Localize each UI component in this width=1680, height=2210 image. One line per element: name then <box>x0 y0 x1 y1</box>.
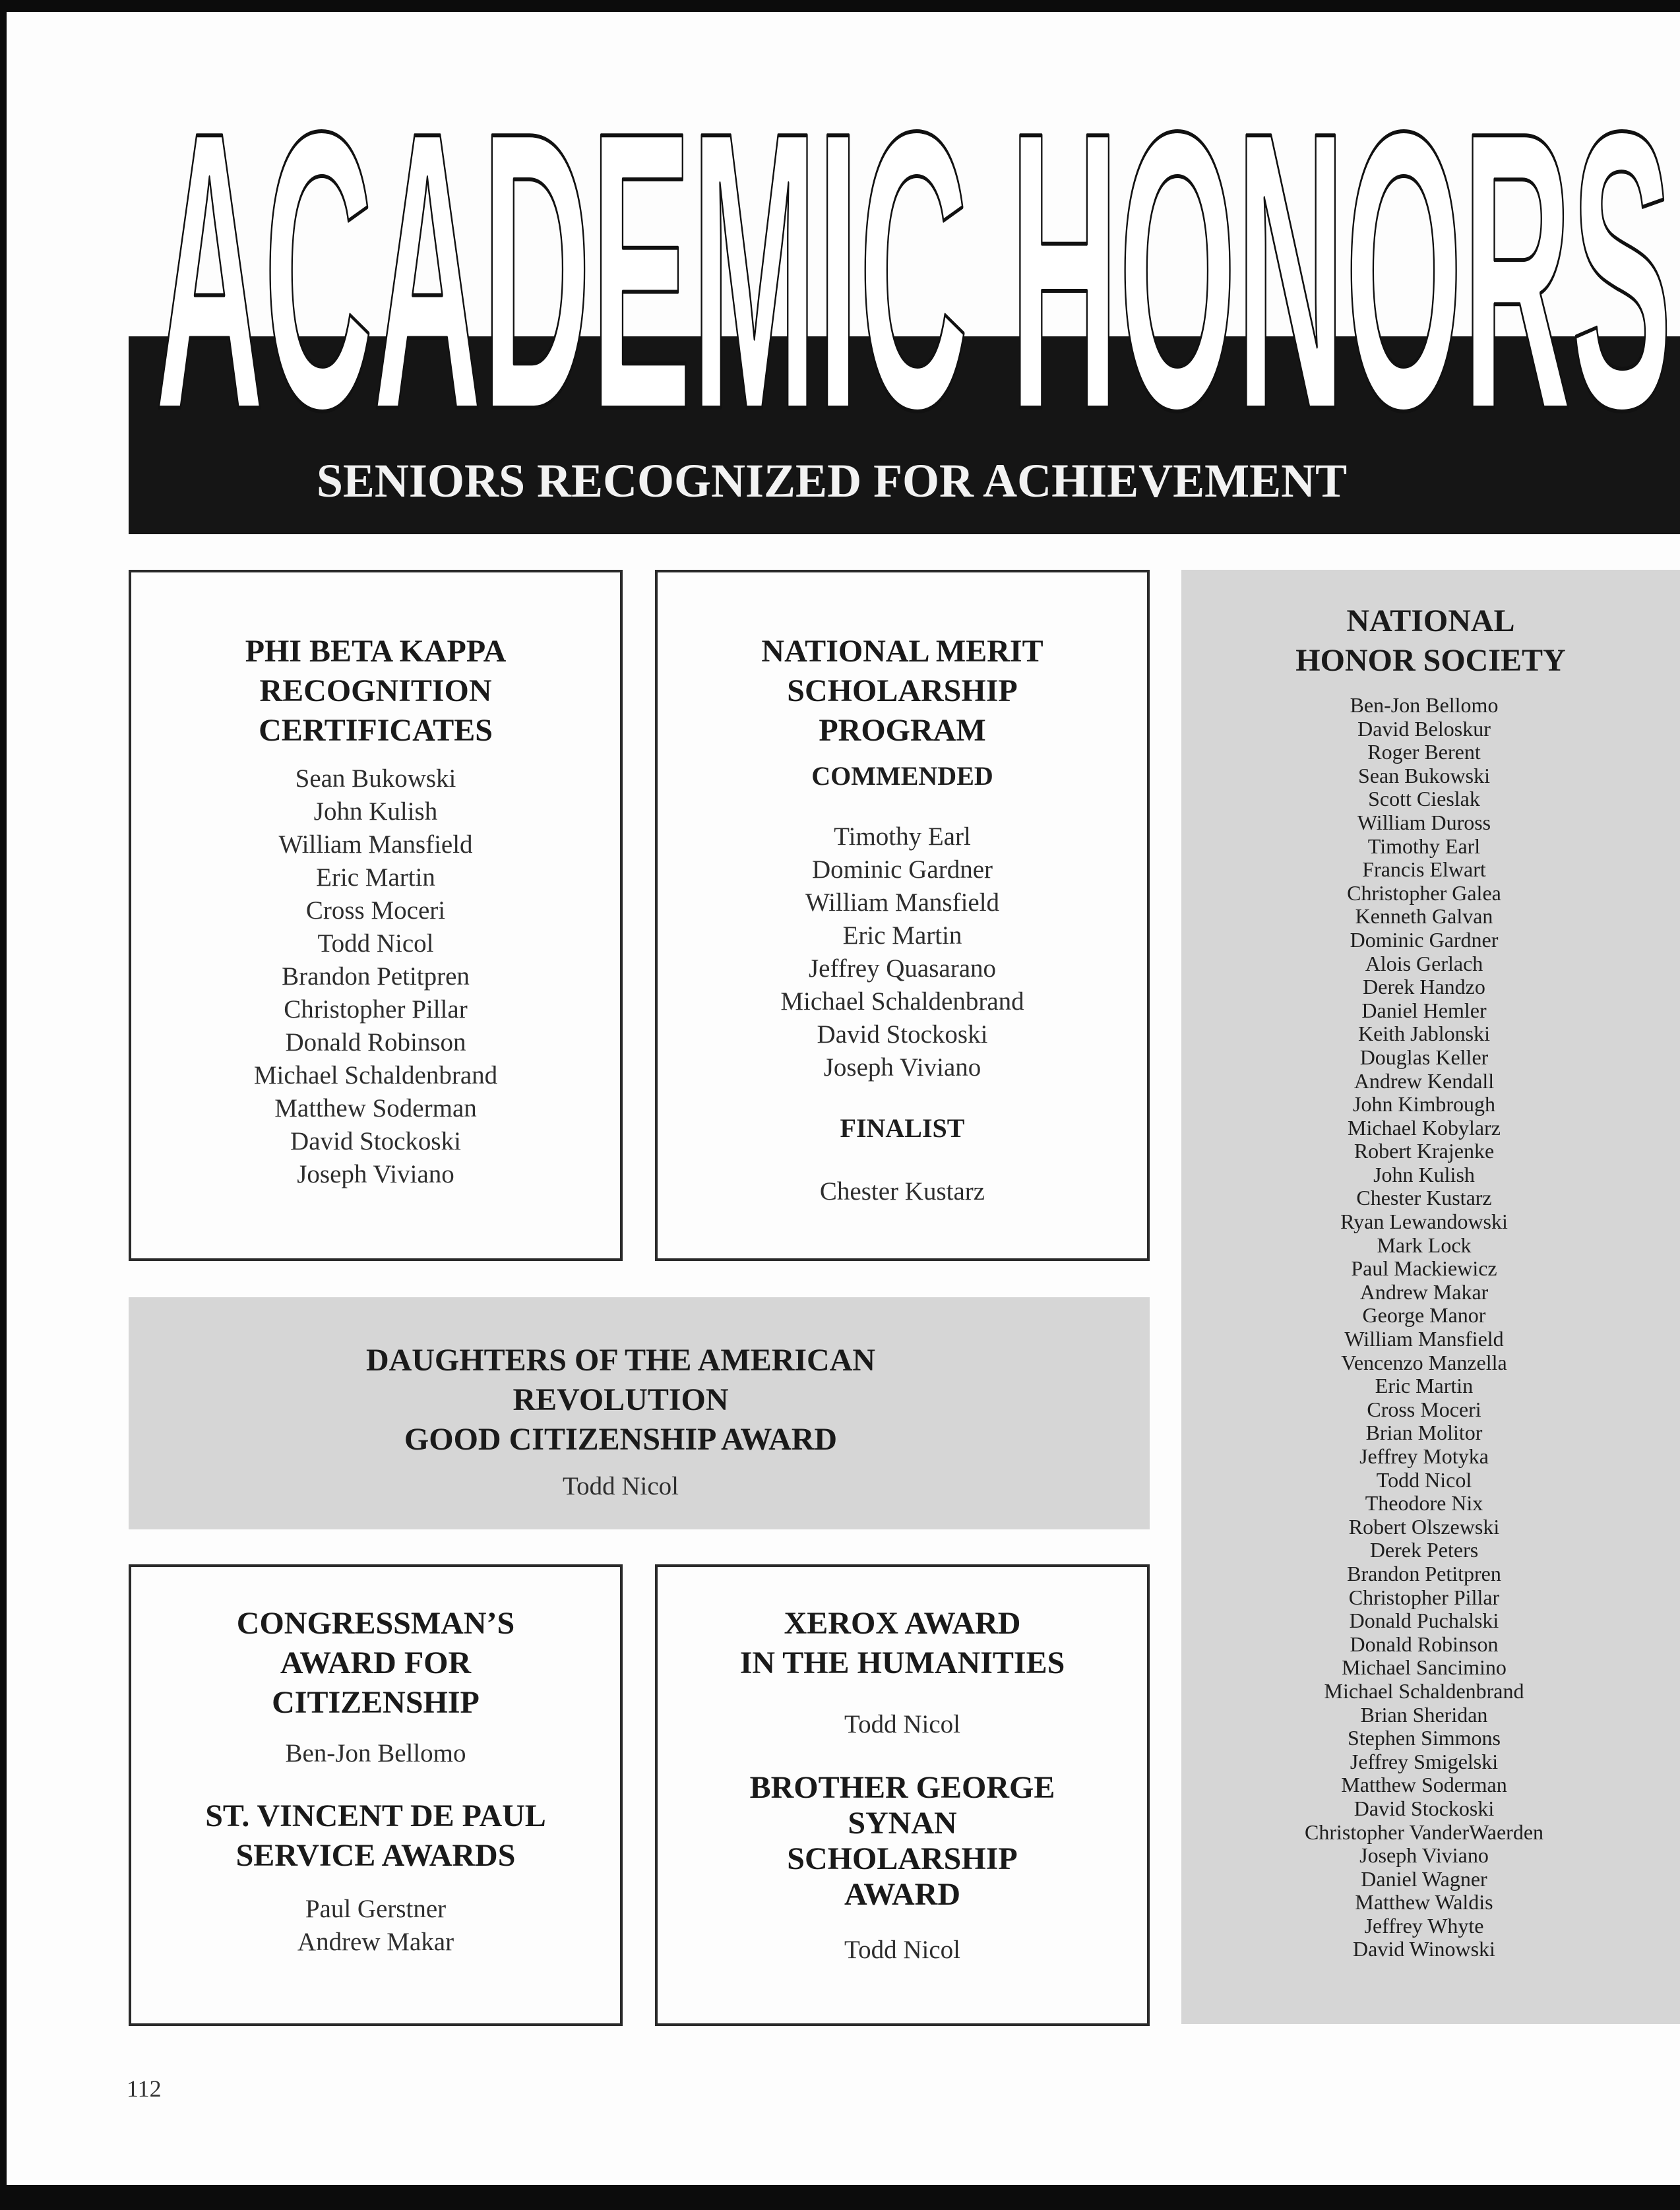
list-item: George Manor <box>1362 1303 1486 1328</box>
list-item: Jeffrey Smigelski <box>1350 1749 1499 1773</box>
list-item: Andrew Kendall <box>1353 1068 1495 1093</box>
list-item: Robert Krajenke <box>1353 1139 1495 1163</box>
list-item: Roger Berent <box>1367 740 1481 764</box>
xerox-title: XEROX AWARD IN THE HUMANITIES <box>739 1606 1065 1680</box>
dar-award-panel <box>129 1297 1150 1529</box>
list-item: Vencenzo Manzella <box>1341 1350 1507 1374</box>
svg-text:ACADEMIC HONORS: ACADEMIC HONORS <box>155 50 1672 492</box>
page-number: 112 <box>127 2075 162 2102</box>
phi-beta-kappa-title: PHI BETA KAPPA RECOGNITION CERTIFICATES <box>245 634 507 748</box>
list-item: David Stockoski <box>817 1020 988 1049</box>
dar-name: Todd Nicol <box>563 1472 679 1500</box>
list-item: Derek Handzo <box>1363 975 1485 999</box>
list-item: Joseph Viviano <box>823 1053 981 1082</box>
list-item: Kenneth Galvan <box>1355 904 1493 929</box>
national-honor-society-panel <box>1181 570 1680 2024</box>
list-item: Derek Peters <box>1369 1538 1479 1562</box>
list-item: Eric Martin <box>316 863 435 892</box>
list-item: Ryan Lewandowski <box>1340 1210 1508 1234</box>
list-item: Donald Robinson <box>1350 1632 1499 1656</box>
list-item: Dominic Gardner <box>812 855 993 884</box>
list-item: Christopher Pillar <box>284 995 468 1024</box>
synan-name: Todd Nicol <box>844 1936 960 1964</box>
list-item: Alois Gerlach <box>1365 951 1483 975</box>
list-item: Daniel Wagner <box>1361 1866 1487 1891</box>
list-item: Keith Jablonski <box>1358 1022 1490 1046</box>
list-item: Todd Nicol <box>317 929 434 958</box>
list-item: Michael Schaldenbrand <box>253 1061 498 1090</box>
list-item: William Duross <box>1357 810 1491 834</box>
list-item: Paul Mackiewicz <box>1351 1256 1497 1281</box>
list-item: Sean Bukowski <box>295 764 456 793</box>
list-item: Robert Olszewski <box>1348 1514 1500 1539</box>
list-item: Brian Molitor <box>1365 1421 1483 1445</box>
list-item: Eric Martin <box>1375 1374 1474 1398</box>
list-item: Christopher Galea <box>1347 880 1501 905</box>
nhs-title: NATIONAL HONOR SOCIETY <box>1295 603 1566 678</box>
list-item: David Stockoski <box>290 1127 461 1155</box>
list-item: Stephen Simmons <box>1347 1726 1501 1750</box>
congressman-title: CONGRESSMAN’S AWARD FOR CITIZENSHIP <box>236 1606 515 1720</box>
list-item: Matthew Waldis <box>1355 1890 1493 1915</box>
list-item: William Mansfield <box>805 888 1000 917</box>
list-item: David Beloskur <box>1357 716 1491 741</box>
list-item: John Kimbrough <box>1353 1092 1495 1117</box>
list-item: John Kulish <box>1373 1162 1475 1186</box>
list-item: Matthew Soderman <box>274 1094 477 1122</box>
list-item: Michael Sancimino <box>1342 1655 1507 1680</box>
list-item: John Kulish <box>313 797 438 826</box>
xerox-name: Todd Nicol <box>844 1710 960 1738</box>
list-item: Michael Kobylarz <box>1348 1115 1501 1140</box>
list-item: William Mansfield <box>1344 1327 1504 1351</box>
list-item: Todd Nicol <box>1376 1467 1472 1492</box>
list-item: Timothy Earl <box>834 822 971 851</box>
list-item: Ben-Jon Bellomo <box>1350 693 1499 717</box>
list-item: Jeffrey Motyka <box>1359 1444 1489 1468</box>
list-item: Brandon Petitpren <box>282 962 470 991</box>
list-item: Michael Schaldenbrand <box>1324 1678 1524 1703</box>
xerox-award-box <box>655 1564 1150 2026</box>
list-item: Christopher Pillar <box>1348 1585 1500 1609</box>
list-item: Timothy Earl <box>1367 834 1481 858</box>
list-item: Michael Schaldenbrand <box>780 987 1024 1016</box>
list-item: Douglas Keller <box>1359 1045 1489 1069</box>
list-item: Daniel Hemler <box>1361 998 1487 1022</box>
commended-names <box>658 820 1147 1084</box>
list-item: Jeffrey Whyte <box>1364 1913 1484 1938</box>
list-item: Sean Bukowski <box>1358 763 1490 787</box>
list-item: Brandon Petitpren <box>1347 1561 1501 1585</box>
phi-beta-kappa-names <box>131 762 620 1191</box>
commended-label: COMMENDED <box>811 761 993 791</box>
nhs-names <box>1181 694 1680 1961</box>
list-item: David Stockoski <box>1353 1796 1495 1820</box>
list-item: Donald Robinson <box>285 1028 466 1057</box>
list-item: Joseph Viviano <box>297 1160 454 1188</box>
phi-beta-kappa-box <box>129 570 623 1261</box>
national-merit-title: NATIONAL MERIT SCHOLARSHIP PROGRAM <box>761 634 1043 748</box>
svdp-names <box>131 1893 620 1959</box>
list-item: Chester Kustarz <box>1356 1186 1492 1210</box>
list-item: Cross Moceri <box>1367 1397 1481 1421</box>
list-item: Theodore Nix <box>1365 1491 1483 1516</box>
list-item: Joseph Viviano <box>1359 1843 1489 1868</box>
list-item: Matthew Soderman <box>1341 1773 1507 1797</box>
list-item: Donald Puchalski <box>1349 1609 1499 1633</box>
synan-title: BROTHER GEORGE SYNAN SCHOLARSHIP AWARD <box>749 1770 1055 1912</box>
list-item: Christopher VanderWaerden <box>1304 1820 1544 1844</box>
congressman-name: Ben-Jon Bellomo <box>285 1739 466 1767</box>
list-item: William Mansfield <box>278 830 473 859</box>
page-subtitle: SENIORS RECOGNIZED FOR ACHIEVEMENT <box>316 454 1348 507</box>
list-item: Cross Moceri <box>305 896 446 925</box>
svdp-title: ST. VINCENT DE PAUL SERVICE AWARDS <box>205 1798 546 1873</box>
national-merit-box <box>655 570 1150 1261</box>
list-item: Paul Gerstner <box>305 1895 447 1923</box>
list-item: Jeffrey Quasarano <box>808 954 997 983</box>
list-item: Andrew Makar <box>297 1928 454 1956</box>
list-item: David Winowski <box>1353 1937 1495 1961</box>
congressman-award-box <box>129 1564 623 2026</box>
finalist-label: FINALIST <box>840 1113 965 1143</box>
list-item: Dominic Gardner <box>1350 927 1499 952</box>
finalist-name: Chester Kustarz <box>819 1177 985 1206</box>
list-item: Brian Sheridan <box>1360 1702 1488 1727</box>
list-item: Francis Elwart <box>1362 857 1486 882</box>
dar-title: DAUGHTERS OF THE AMERICAN REVOLUTION GOOD CITIZENSHIP AWARD <box>365 1343 876 1457</box>
list-item: Eric Martin <box>842 921 962 950</box>
yearbook-page <box>7 12 1680 2185</box>
list-item: Scott Cieslak <box>1368 787 1480 811</box>
list-item: Andrew Makar <box>1359 1279 1489 1304</box>
list-item: Mark Lock <box>1377 1233 1472 1257</box>
